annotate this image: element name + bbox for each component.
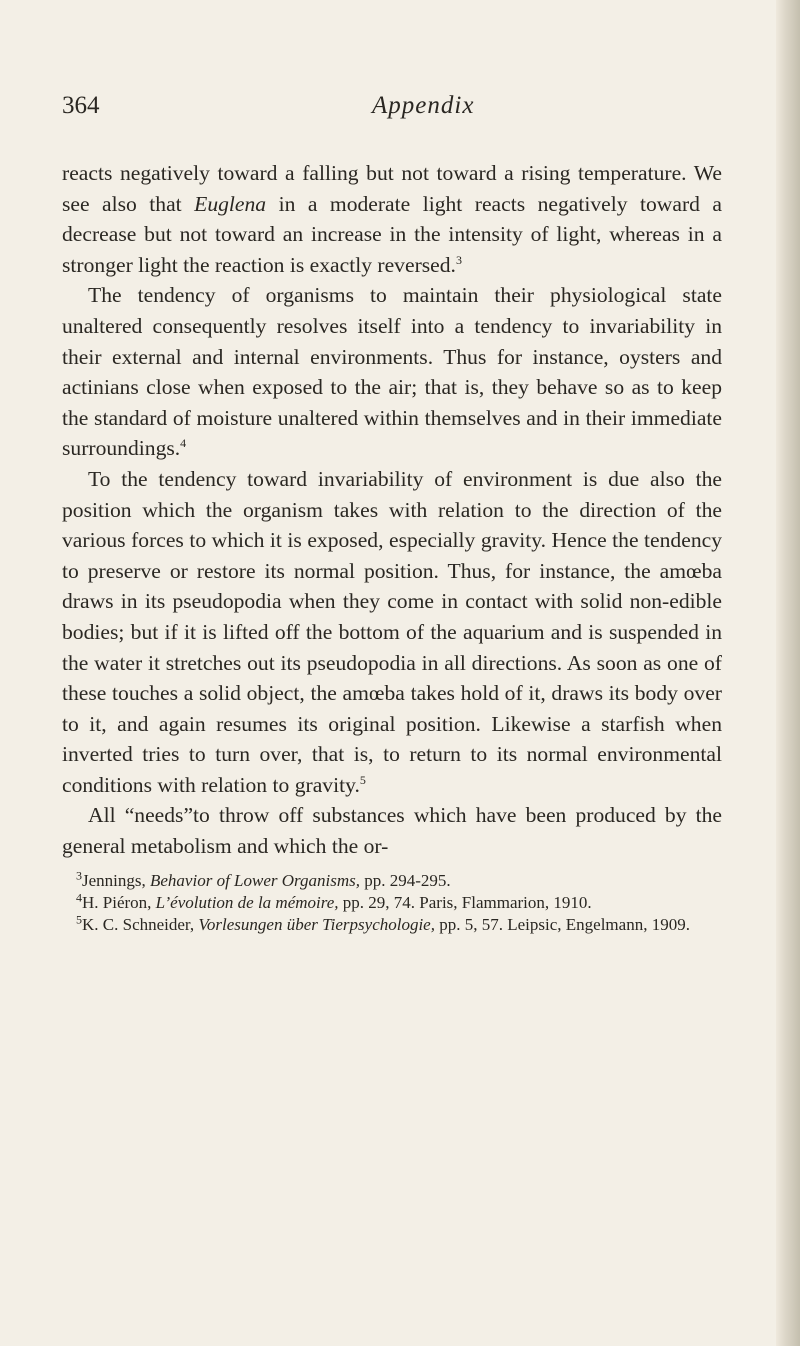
footnote-text-end: pp. 294-295. [360, 870, 451, 890]
footnote-text: Jennings, [82, 870, 150, 890]
paragraph-1-italic: Euglena [194, 191, 267, 216]
footnote-mark: 5 [76, 912, 82, 926]
footnote-ref-3[interactable]: 3 [455, 252, 462, 267]
page-edge-shadow [776, 0, 800, 1346]
running-head: Appendix [372, 92, 475, 119]
footnote-ref-4[interactable]: 4 [180, 436, 187, 451]
page-number: 364 [62, 92, 100, 119]
footnotes [62, 870, 722, 936]
footnote-text-end: pp. 5, 57. Leipsic, Engelmann, 1909. [434, 914, 690, 934]
footnote-mark: 4 [76, 890, 82, 904]
paragraph-2 [62, 280, 722, 464]
footnote-title: Behavior of Lower Organisms, [150, 870, 360, 890]
paragraph-1-text-end: in a moderate light reacts negatively toward a decrease but not toward an increase in the intensity of light, whereas in a stronger light the reaction is exactly reversed. [62, 191, 722, 277]
footnote-title: Vorlesungen über Tierpsychologie, [198, 914, 435, 934]
paragraph-1-text: reacts negatively toward a falling but not toward a rising temperature. We see also that [62, 161, 722, 216]
footnote-text-end: pp. 29, 74. Paris, Flammarion, 1910. [338, 892, 592, 912]
footnote-3 [62, 870, 722, 892]
footnote-5 [62, 914, 722, 936]
paragraph-3 [62, 464, 722, 801]
paragraph-3-text: To the tendency toward invariability of environment is due also the position which the organism takes with relation to the direction of the various forces to which it is exposed, especially gravity. Hence the tendency to preserve or restore its normal position. Thus, for instance, the amœba draws in its pseudopodia when they come in contact with solid non-edible bodies; but if it is lifted off the bottom of the aquarium and is suspended in the water it stretches out its pseudopodia in all directions. As soon as one of these touches a solid object, the amœba takes hold of it, draws its body over to it, and again resumes its original position. Likewise a starfish when inverted tries to turn over, that is, to return to its normal environmental conditions with relation to gravity. [62, 466, 722, 797]
body-text [62, 158, 722, 862]
footnote-4 [62, 892, 722, 914]
book-page [62, 92, 722, 936]
paragraph-4 [62, 800, 722, 861]
footnote-text: K. C. Schneider, [82, 914, 199, 934]
page-header [62, 92, 722, 132]
footnote-text: H. Piéron, [82, 892, 156, 912]
paragraph-4-text: All “needs”to throw off substances which have been produced by the general metabolism and which the or- [62, 803, 722, 859]
footnote-title: L’évolution de la mémoire, [155, 892, 339, 912]
paragraph-1 [62, 158, 722, 280]
footnote-mark: 3 [76, 868, 82, 882]
footnote-ref-5[interactable]: 5 [359, 772, 366, 787]
paragraph-2-text: The tendency of organisms to maintain their physiological state unaltered consequently resolves itself into a tendency to invariability in their external and internal environments. Thus for instance, oysters and actinians close when exposed to the air; that is, they behave so as to keep the standard of moisture unaltered within themselves and in their immediate surroundings. [62, 283, 722, 461]
